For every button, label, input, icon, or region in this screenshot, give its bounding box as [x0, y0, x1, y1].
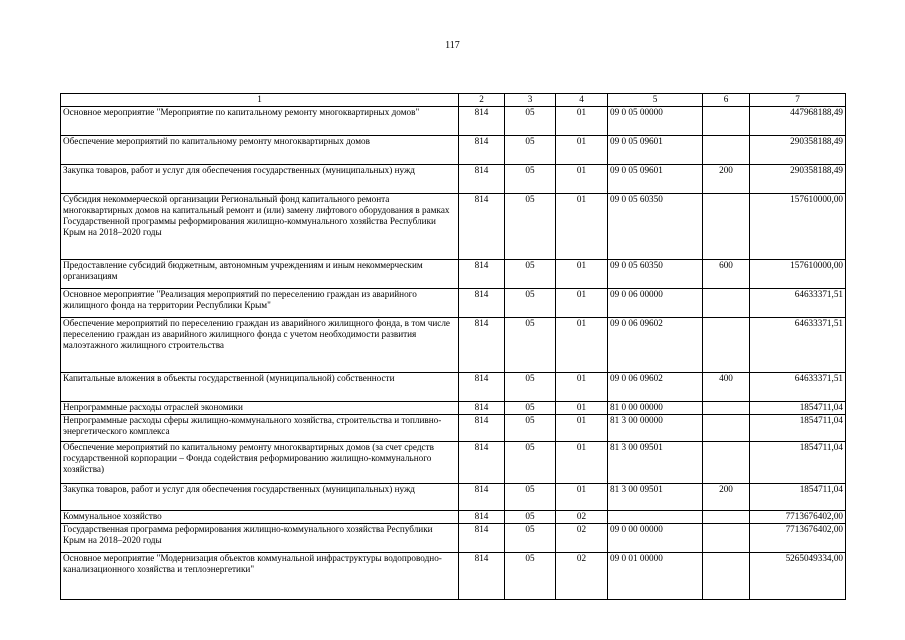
column-header: 5 [608, 94, 703, 107]
column-header: 2 [459, 94, 505, 107]
expense-type-cell [703, 107, 750, 136]
target-article-cell: 09 0 06 09602 [608, 318, 703, 373]
section-cell: 05 [505, 165, 556, 194]
ministry-code-cell: 814 [459, 318, 505, 373]
section-cell: 05 [505, 442, 556, 484]
target-article-cell [608, 511, 703, 524]
table-row [61, 318, 846, 373]
target-article-cell: 81 3 00 00000 [608, 415, 703, 442]
amount-cell: 447968188,49 [750, 107, 846, 136]
row-name-cell: Коммунальное хозяйство [61, 511, 459, 524]
table-row [61, 511, 846, 524]
subsection-cell: 02 [556, 511, 608, 524]
table-row [61, 194, 846, 260]
table-row [61, 107, 846, 136]
row-name-cell: Непрограммные расходы отраслей экономики [61, 402, 459, 415]
subsection-cell: 01 [556, 260, 608, 289]
column-number-header-row [61, 94, 846, 107]
ministry-code-cell: 814 [459, 373, 505, 402]
column-header: 7 [750, 94, 846, 107]
ministry-code-cell: 814 [459, 553, 505, 600]
expense-type-cell [703, 136, 750, 165]
expense-type-cell [703, 524, 750, 553]
section-cell: 05 [505, 553, 556, 600]
target-article-cell: 09 0 05 60350 [608, 194, 703, 260]
subsection-cell: 01 [556, 318, 608, 373]
ministry-code-cell: 814 [459, 289, 505, 318]
table-row [61, 373, 846, 402]
expense-type-cell [703, 194, 750, 260]
ministry-code-cell: 814 [459, 442, 505, 484]
expense-type-cell: 400 [703, 373, 750, 402]
target-article-cell: 09 0 01 00000 [608, 553, 703, 600]
row-name-cell: Закупка товаров, работ и услуг для обеспечения государственных (муниципальных) нужд [61, 165, 459, 194]
row-name-cell: Предоставление субсидий бюджетным, автономным учреждениям и иным некоммерческим организациям [61, 260, 459, 289]
column-header: 4 [556, 94, 608, 107]
amount-cell: 7713676402,00 [750, 511, 846, 524]
subsection-cell: 01 [556, 289, 608, 318]
section-cell: 05 [505, 484, 556, 511]
target-article-cell: 09 0 06 00000 [608, 289, 703, 318]
subsection-cell: 01 [556, 165, 608, 194]
subsection-cell: 02 [556, 524, 608, 553]
subsection-cell: 01 [556, 402, 608, 415]
amount-cell: 1854711,04 [750, 484, 846, 511]
amount-cell: 290358188,49 [750, 136, 846, 165]
table-row [61, 260, 846, 289]
expense-type-cell [703, 402, 750, 415]
amount-cell: 157610000,00 [750, 194, 846, 260]
expense-type-cell: 600 [703, 260, 750, 289]
row-name-cell: Непрограммные расходы сферы жилищно-коммунального хозяйства, строительства и топливно-энергетического комплекса [61, 415, 459, 442]
table-row [61, 402, 846, 415]
amount-cell: 5265049334,00 [750, 553, 846, 600]
target-article-cell: 09 0 05 09601 [608, 165, 703, 194]
expense-type-cell [703, 318, 750, 373]
expense-type-cell: 200 [703, 165, 750, 194]
row-name-cell: Основное мероприятие "Реализация мероприятий по переселению граждан из аварийного жилищного фонда на территории Республики Крым" [61, 289, 459, 318]
column-header: 6 [703, 94, 750, 107]
ministry-code-cell: 814 [459, 107, 505, 136]
target-article-cell: 09 0 05 00000 [608, 107, 703, 136]
table-row [61, 524, 846, 553]
expense-type-cell [703, 289, 750, 318]
subsection-cell: 01 [556, 484, 608, 511]
ministry-code-cell: 814 [459, 194, 505, 260]
expense-type-cell [703, 511, 750, 524]
section-cell: 05 [505, 402, 556, 415]
table-row [61, 289, 846, 318]
subsection-cell: 02 [556, 553, 608, 600]
subsection-cell: 01 [556, 107, 608, 136]
budget-table [60, 93, 846, 600]
target-article-cell: 81 0 00 00000 [608, 402, 703, 415]
expense-type-cell: 200 [703, 484, 750, 511]
table-row [61, 415, 846, 442]
table-row [61, 165, 846, 194]
section-cell: 05 [505, 289, 556, 318]
section-cell: 05 [505, 107, 556, 136]
amount-cell: 157610000,00 [750, 260, 846, 289]
subsection-cell: 01 [556, 194, 608, 260]
row-name-cell: Обеспечение мероприятий по капитальному ремонту многоквартирных домов (за счет средств государственной корпорации – Фонда содействия реформированию жилищно-коммунального хозяйства) [61, 442, 459, 484]
section-cell: 05 [505, 194, 556, 260]
row-name-cell: Обеспечение мероприятий по капитальному ремонту многоквартирных домов [61, 136, 459, 165]
subsection-cell: 01 [556, 415, 608, 442]
amount-cell: 64633371,51 [750, 373, 846, 402]
expense-type-cell [703, 442, 750, 484]
section-cell: 05 [505, 415, 556, 442]
section-cell: 05 [505, 318, 556, 373]
target-article-cell: 09 0 05 09601 [608, 136, 703, 165]
target-article-cell: 81 3 00 09501 [608, 484, 703, 511]
subsection-cell: 01 [556, 136, 608, 165]
amount-cell: 1854711,04 [750, 415, 846, 442]
table-row [61, 136, 846, 165]
row-name-cell: Основное мероприятие "Модернизация объектов коммунальной инфраструктуры водопроводно-канализационного хозяйства и теплоэнергетики" [61, 553, 459, 600]
amount-cell: 1854711,04 [750, 442, 846, 484]
ministry-code-cell: 814 [459, 524, 505, 553]
ministry-code-cell: 814 [459, 402, 505, 415]
expense-type-cell [703, 415, 750, 442]
ministry-code-cell: 814 [459, 484, 505, 511]
section-cell: 05 [505, 511, 556, 524]
target-article-cell: 81 3 00 09501 [608, 442, 703, 484]
row-name-cell: Субсидия некоммерческой организации Региональный фонд капитального ремонта многоквартирных домов на капитальный ремонт и (или) замену лифтового оборудования в рамках Государственной программы реформирования жилищно-коммунального хозяйства Республики Крым на 2018–2020 годы [61, 194, 459, 260]
amount-cell: 64633371,51 [750, 289, 846, 318]
ministry-code-cell: 814 [459, 511, 505, 524]
table-row [61, 442, 846, 484]
row-name-cell: Капитальные вложения в объекты государственной (муниципальной) собственности [61, 373, 459, 402]
row-name-cell: Закупка товаров, работ и услуг для обеспечения государственных (муниципальных) нужд [61, 484, 459, 511]
amount-cell: 1854711,04 [750, 402, 846, 415]
row-name-cell: Государственная программа реформирования жилищно-коммунального хозяйства Республики Крым на 2018–2020 годы [61, 524, 459, 553]
expense-type-cell [703, 553, 750, 600]
amount-cell: 7713676402,00 [750, 524, 846, 553]
ministry-code-cell: 814 [459, 165, 505, 194]
ministry-code-cell: 814 [459, 415, 505, 442]
section-cell: 05 [505, 136, 556, 165]
ministry-code-cell: 814 [459, 136, 505, 165]
target-article-cell: 09 0 06 09602 [608, 373, 703, 402]
subsection-cell: 01 [556, 373, 608, 402]
section-cell: 05 [505, 260, 556, 289]
column-header: 1 [61, 94, 459, 107]
target-article-cell: 09 0 05 60350 [608, 260, 703, 289]
column-header: 3 [505, 94, 556, 107]
section-cell: 05 [505, 524, 556, 553]
target-article-cell: 09 0 00 00000 [608, 524, 703, 553]
subsection-cell: 01 [556, 442, 608, 484]
row-name-cell: Обеспечение мероприятий по переселению граждан из аварийного жилищного фонда, в том числе переселению граждан из аварийного жилищного фонда с учетом необходимости развития малоэтажного жилищного строительства [61, 318, 459, 373]
section-cell: 05 [505, 373, 556, 402]
amount-cell: 290358188,49 [750, 165, 846, 194]
row-name-cell: Основное мероприятие "Мероприятие по капитальному ремонту многоквартирных домов" [61, 107, 459, 136]
page-number: 117 [445, 40, 460, 51]
table-row [61, 484, 846, 511]
table-row [61, 553, 846, 600]
amount-cell: 64633371,51 [750, 318, 846, 373]
ministry-code-cell: 814 [459, 260, 505, 289]
